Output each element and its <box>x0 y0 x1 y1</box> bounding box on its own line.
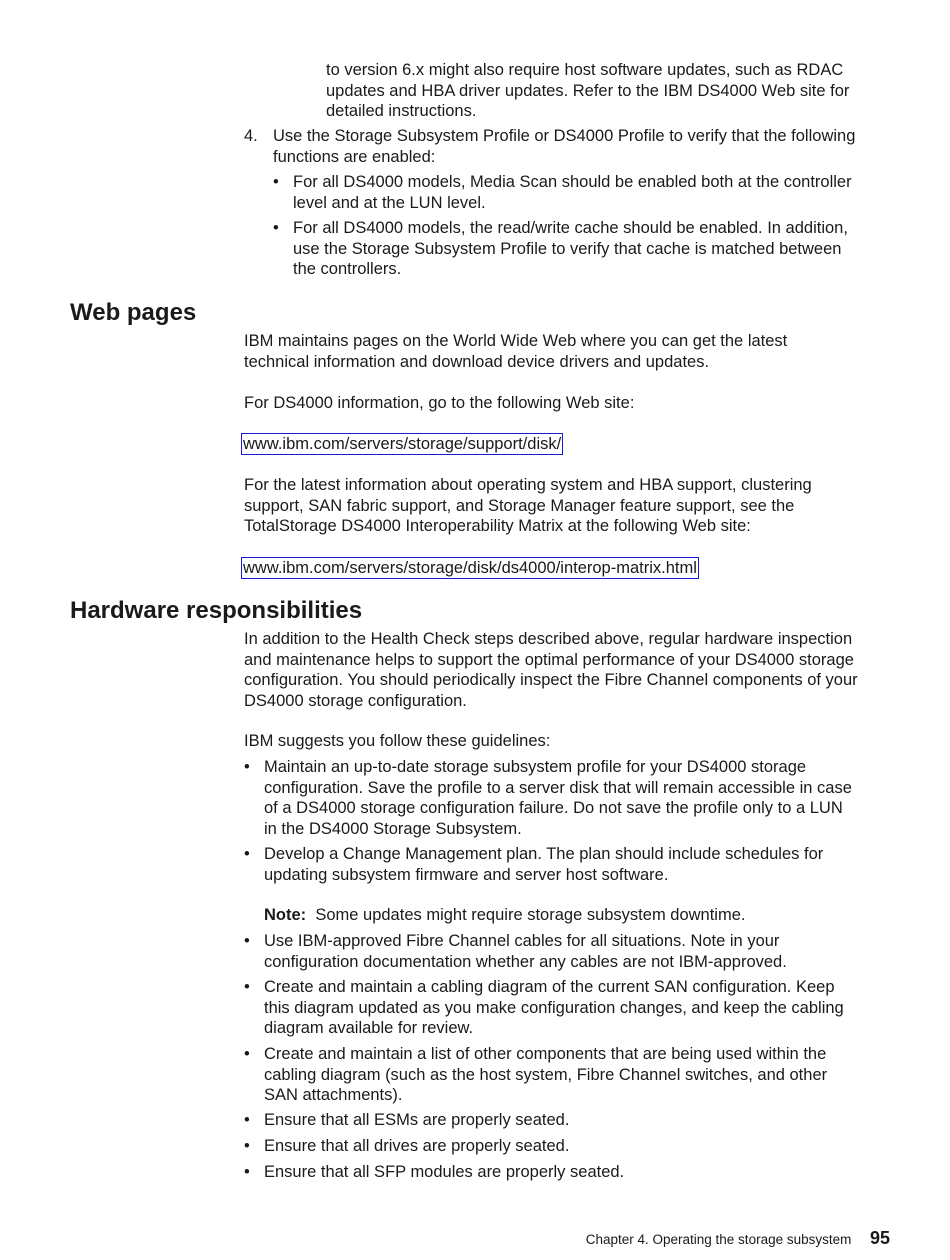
text-line: technical information and download device drivers and updates. <box>244 352 710 371</box>
text-line: Use the Storage Subsystem Profile or DS4000 Profile to verify that the following <box>273 127 856 145</box>
text-line: IBM suggests you follow these guidelines: <box>244 732 551 750</box>
text-line: DS4000 storage configuration. <box>244 692 467 711</box>
bullet-icon: • <box>244 758 250 776</box>
text-line: Develop a Change Management plan. The plan should include schedules for <box>264 845 824 863</box>
text-line: In addition to the Health Check steps described above, regular hardware inspection <box>244 630 853 648</box>
list-number: 4. <box>244 127 258 145</box>
bullet-icon: • <box>244 1111 250 1129</box>
text-line: configuration documentation whether any cables are not IBM-approved. <box>264 952 787 971</box>
bullet-icon: • <box>244 1045 250 1063</box>
text-line: configuration. Save the profile to a server disk that will remain accessible in case <box>264 778 852 797</box>
text-line: IBM maintains pages on the World Wide Web where you can get the latest <box>244 332 788 350</box>
web-pages-intro <box>244 331 787 372</box>
text-line: functions are enabled: <box>273 147 436 166</box>
bullet-icon: • <box>244 845 250 863</box>
text-line: TotalStorage DS4000 Interoperability Matrix at the following Web site: <box>244 517 751 536</box>
section-heading-web-pages: Web pages <box>70 299 197 326</box>
guideline-item <box>264 1136 569 1157</box>
text-line: diagram available for review. <box>264 1019 474 1038</box>
footer-chapter: Chapter 4. Operating the storage subsystem <box>585 1232 852 1247</box>
text-line: Ensure that all ESMs are properly seated. <box>264 1111 570 1129</box>
guideline-item <box>264 931 787 972</box>
text-line: use the Storage Subsystem Profile to verify that cache is matched between <box>293 239 842 258</box>
text-line: this diagram updated as you make configuration changes, and keep the cabling <box>264 998 844 1017</box>
ds4000-info-text <box>244 393 634 414</box>
text-line: Maintain an up-to-date storage subsystem profile for your DS4000 storage <box>264 758 807 776</box>
guideline-item <box>264 844 823 885</box>
text-line: For the latest information about operating system and HBA support, clustering <box>244 476 812 494</box>
support-disk-link[interactable]: www.ibm.com/servers/storage/support/disk/ <box>243 435 562 453</box>
guideline-item <box>264 1044 827 1106</box>
text-line: cabling diagram (such as the host system, Fibre Channel switches, and other <box>264 1065 828 1084</box>
bullet-icon: • <box>273 219 279 237</box>
bullet-icon: • <box>244 978 250 996</box>
guidelines-intro <box>244 731 550 752</box>
text-line: configuration. You should periodically inspect the Fibre Channel components of your <box>244 671 858 690</box>
text-line: For DS4000 information, go to the following Web site: <box>244 394 635 412</box>
bullet-icon: • <box>244 1163 250 1181</box>
list-item-4 <box>273 126 855 167</box>
note-text: Some updates might require storage subsystem downtime. <box>315 906 746 924</box>
text-line: Ensure that all drives are properly seated. <box>264 1137 570 1155</box>
text-line: to version 6.x might also require host software updates, such as RDAC <box>326 61 844 79</box>
interop-matrix-link[interactable]: www.ibm.com/servers/storage/disk/ds4000/interop-matrix.html <box>243 559 697 577</box>
note <box>264 905 745 926</box>
text-line: and maintenance helps to support the optimal performance of your DS4000 storage <box>244 650 854 669</box>
text-line: in the DS4000 Storage Subsystem. <box>264 820 522 839</box>
bullet-icon: • <box>244 932 250 950</box>
text-line: Create and maintain a list of other components that are being used within the <box>264 1045 827 1063</box>
text-line: For all DS4000 models, the read/write cache should be enabled. In addition, <box>293 219 848 237</box>
text-line: Create and maintain a cabling diagram of the current SAN configuration. Keep <box>264 978 835 996</box>
sub-bullet-item <box>293 218 848 280</box>
text-line: SAN attachments). <box>264 1086 403 1105</box>
page-footer <box>586 1228 890 1251</box>
text-line: For all DS4000 models, Media Scan should be enabled both at the controller <box>293 173 852 191</box>
bullet-icon: • <box>244 1137 250 1155</box>
text-line: detailed instructions. <box>326 102 477 121</box>
text-line: level and at the LUN level. <box>293 193 486 212</box>
continued-paragraph <box>326 60 849 122</box>
text-line: of a DS4000 storage configuration failure. Do not save the profile only to a LUN <box>264 799 843 818</box>
text-line: support, SAN fabric support, and Storage Manager feature support, see the <box>244 496 795 515</box>
section-heading-hardware: Hardware responsibilities <box>70 597 363 624</box>
bullet-icon: • <box>273 173 279 191</box>
text-line: Ensure that all SFP modules are properly seated. <box>264 1163 625 1181</box>
guideline-item <box>264 977 844 1039</box>
hardware-intro <box>244 629 858 712</box>
interop-paragraph <box>244 475 812 537</box>
guideline-item <box>264 757 852 840</box>
guideline-item <box>264 1162 624 1183</box>
text-line: Use IBM-approved Fibre Channel cables for all situations. Note in your <box>264 932 780 950</box>
guideline-item <box>264 1110 569 1131</box>
text-line: the controllers. <box>293 260 402 279</box>
text-line: updating subsystem firmware and server host software. <box>264 865 669 884</box>
text-line: updates and HBA driver updates. Refer to the IBM DS4000 Web site for <box>326 81 850 100</box>
page-number: 95 <box>869 1228 890 1248</box>
note-label: Note: <box>264 906 307 924</box>
sub-bullet-item <box>293 172 852 213</box>
